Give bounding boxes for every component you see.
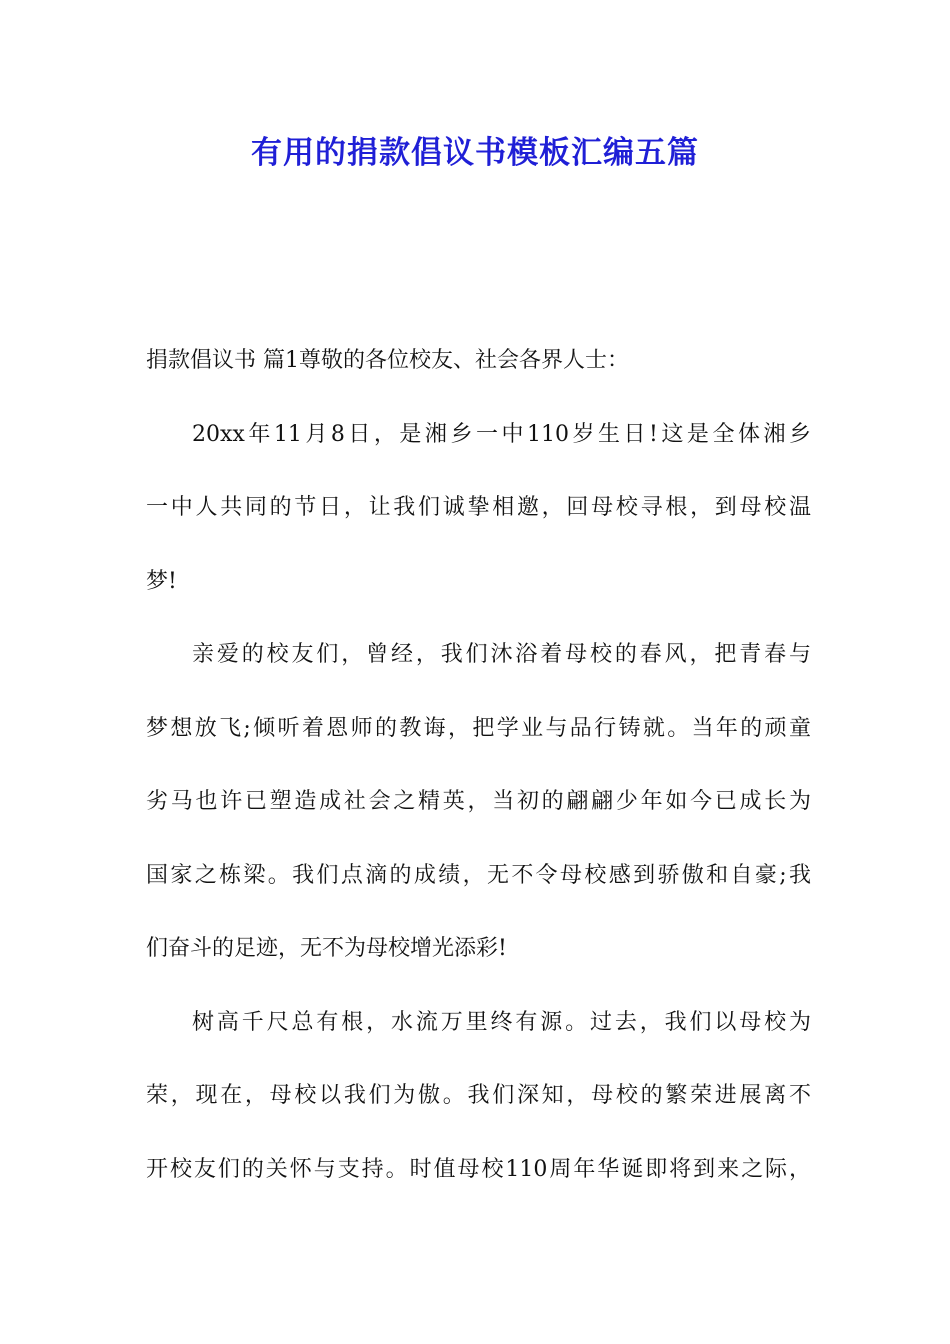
paragraph-line: 捐款倡议书 篇1尊敬的各位校友、社会各界人士： <box>146 348 629 373</box>
paragraph-line: 亲爱的校友们，曾经，我们沐浴着母校的春风，把青春与 <box>192 642 811 667</box>
paragraph-line: 20xx年11月8日，是湘乡一中110岁生日!这是全体湘乡 <box>192 421 811 447</box>
paragraph-line: 梦想放飞;倾听着恩师的教诲，把学业与品行铸就。当年的顽童 <box>146 715 811 741</box>
paragraph-line: 劣马也许已塑造成社会之精英，当初的翩翩少年如今已成长为 <box>146 789 811 814</box>
document-title: 有用的捐款倡议书模板汇编五篇 <box>251 135 699 171</box>
paragraph-line: 国家之栋梁。我们点滴的成绩，无不令母校感到骄傲和自豪;我 <box>146 862 811 888</box>
document-body <box>146 336 811 1218</box>
paragraph-line: 开校友们的关怀与支持。时值母校110周年华诞即将到来之际， <box>146 1156 811 1182</box>
paragraph-line: 们奋斗的足迹，无不为母校增光添彩! <box>146 936 507 961</box>
paragraph-line: 荣，现在，母校以我们为傲。我们深知，母校的繁荣进展离不 <box>146 1083 811 1108</box>
paragraph-line: 一中人共同的节日，让我们诚挚相邀，回母校寻根，到母校温 <box>146 495 811 520</box>
paragraph-line: 梦! <box>146 568 177 594</box>
paragraph-line: 树高千尺总有根，水流万里终有源。过去，我们以母校为 <box>192 1009 811 1035</box>
